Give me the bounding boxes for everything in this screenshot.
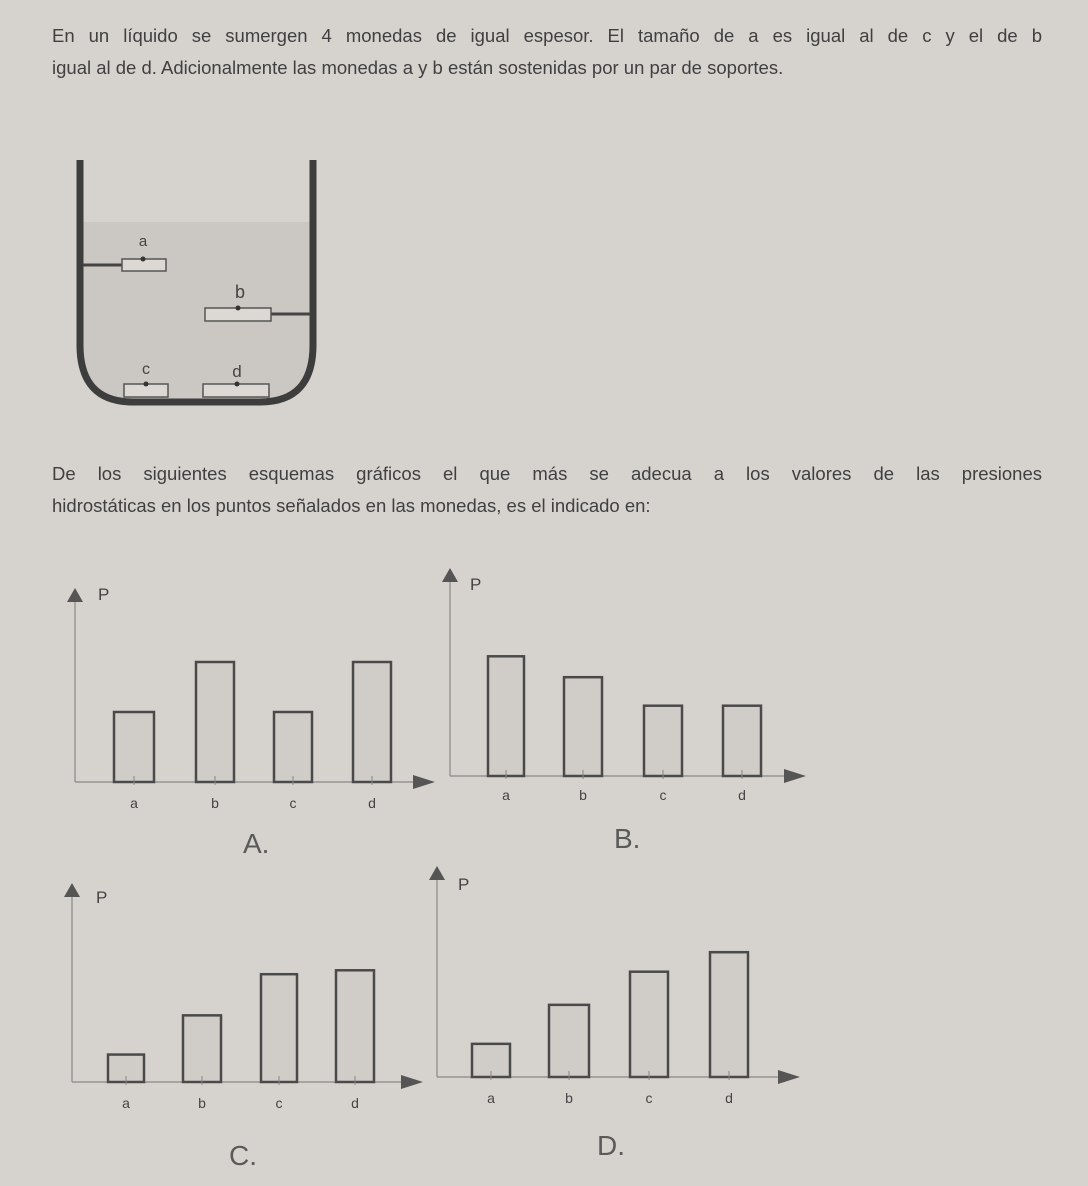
chart-b-bar-b <box>564 677 602 776</box>
chart-a-tick-label-a: a <box>130 795 138 811</box>
chart-b-ylabel: P <box>470 575 482 594</box>
chart-d-y-arrow <box>429 866 445 880</box>
point-b <box>236 306 241 311</box>
chart-d-tick-label-b: b <box>565 1090 573 1106</box>
option-b-label[interactable]: B. <box>614 823 641 854</box>
chart-b-bar-d <box>723 706 761 776</box>
chart-a-tick-label-b: b <box>211 795 219 811</box>
option-c-label[interactable]: C. <box>229 1140 257 1171</box>
coin-label-d: d <box>232 362 242 381</box>
intro-line-2: igual al de d. Adicionalmente las monedas a y b están sostenidas por un par de soportes. <box>52 57 784 78</box>
point-d <box>235 382 240 387</box>
chart-c-y-arrow <box>64 883 80 897</box>
vessel-diagram <box>80 160 313 402</box>
chart-c-tick-label-b: b <box>198 1095 206 1111</box>
intro-line-1: En un líquido se sumergen 4 monedas de igual espesor. El tamaño de a es igual al de c y el de b <box>52 25 1042 46</box>
chart-c-tick-label-d: d <box>351 1095 359 1111</box>
chart-d-ylabel: P <box>458 875 470 894</box>
chart-a-bar-c <box>274 712 312 782</box>
question-line-2: hidrostáticas en los puntos señalados en las monedas, es el indicado en: <box>52 495 651 516</box>
question-line-1: De los siguientes esquemas gráficos el que más se adecua a los valores de las presiones <box>52 463 1042 484</box>
chart-b-y-arrow <box>442 568 458 582</box>
chart-d-x-arrow <box>778 1070 800 1084</box>
chart-c-x-arrow <box>401 1075 423 1089</box>
answer-charts <box>64 568 806 1111</box>
chart-a-x-arrow <box>413 775 435 789</box>
chart-a-y-arrow <box>67 588 83 602</box>
chart-c-tick-label-a: a <box>122 1095 130 1111</box>
chart-b-tick-label-d: d <box>738 787 746 803</box>
chart-a-bar-a <box>114 712 154 782</box>
chart-b-x-arrow <box>784 769 806 783</box>
chart-d-tick-label-d: d <box>725 1090 733 1106</box>
chart-d-tick-label-c: c <box>645 1090 653 1106</box>
chart-b-bar-c <box>644 706 682 776</box>
coin-label-c: c <box>142 361 150 378</box>
liquid <box>80 222 313 402</box>
chart-a-tick-label-d: d <box>368 795 376 811</box>
chart-d-bar-c <box>630 972 668 1077</box>
chart-a-bar-d <box>353 662 391 782</box>
chart-a-tick-label-c: c <box>289 795 297 811</box>
chart-d-bar-d <box>710 952 748 1077</box>
chart-c-bar-d <box>336 970 374 1082</box>
chart-c-bar-b <box>183 1015 221 1082</box>
coin-label-b: b <box>234 282 246 302</box>
chart-c-bar-c <box>261 974 297 1082</box>
chart-a-ylabel: P <box>98 585 110 604</box>
chart-c-tick-label-c: c <box>275 1095 283 1111</box>
chart-b-tick-label-c: c <box>659 787 667 803</box>
chart-c-ylabel: P <box>96 888 108 907</box>
option-a-label[interactable]: A. <box>243 828 270 859</box>
coin-label-a: a <box>138 233 148 250</box>
chart-a-bar-b <box>196 662 234 782</box>
question-statement <box>52 458 1042 522</box>
chart-d-tick-label-a: a <box>487 1090 495 1106</box>
chart-b-tick-label-a: a <box>502 787 510 803</box>
chart-b-bar-a <box>488 656 524 776</box>
chart-b-tick-label-b: b <box>579 787 587 803</box>
option-d-label[interactable]: D. <box>597 1130 625 1161</box>
chart-d-bar-b <box>549 1005 589 1077</box>
point-c <box>144 382 149 387</box>
point-a <box>141 257 146 262</box>
